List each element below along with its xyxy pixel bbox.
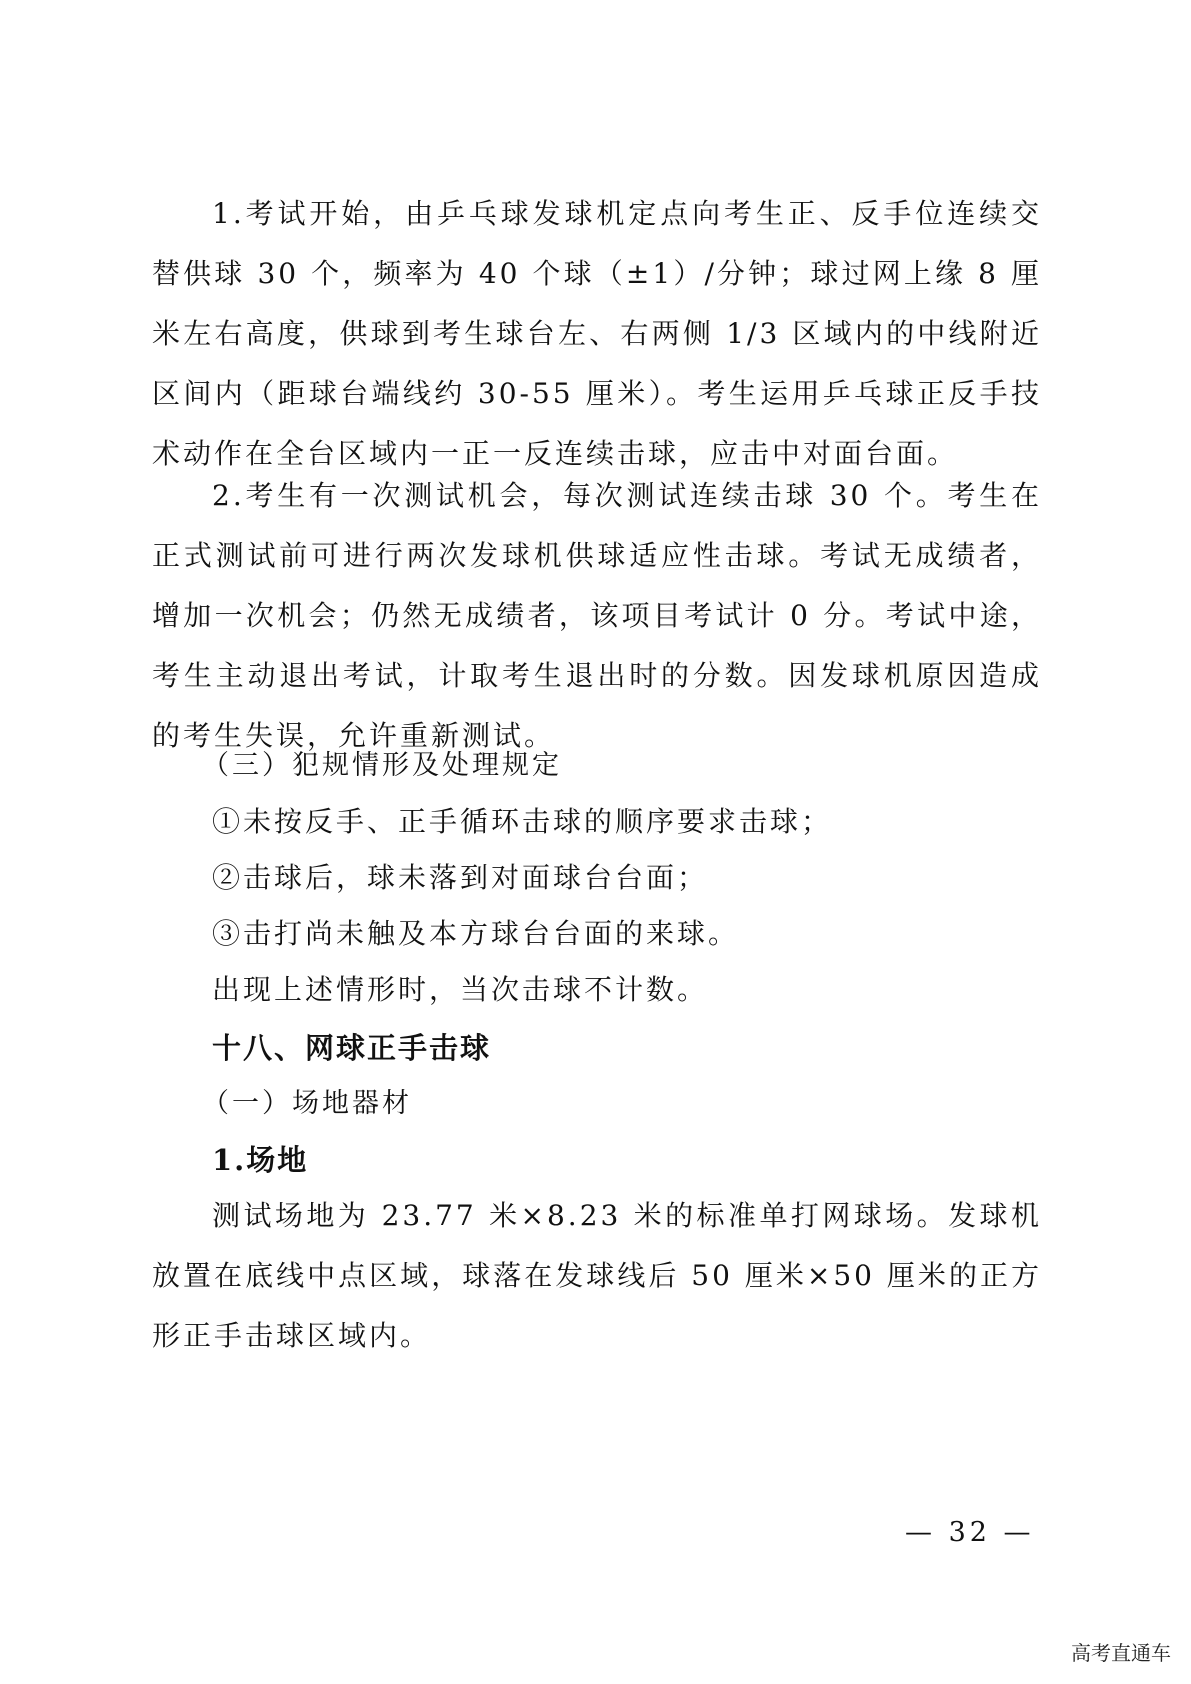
chapter-heading-tennis: 十八、网球正手击球	[212, 1031, 492, 1065]
watermark-text: 高考直通车	[1071, 1641, 1171, 1665]
rule-item-3: ③击打尚未触及本方球台台面的来球。	[212, 917, 740, 950]
paragraph-exam-start: 1.考试开始，由乒乓球发球机定点向考生正、反手位连续交替供球 30 个，频率为 40 个球（±1）/分钟；球过网上缘 8 厘米左右高度，供球到考生球台左、右两侧 1/3 区域内的中线附近区间内（距球台端线约 30-55 厘米）。考生运用乒乓球正反手技术动作在全台区域内一正一反连续击球，应击中对面台面。	[152, 197, 1042, 470]
rule-item-1: ①未按反手、正手循环击球的顺序要求击球；	[212, 805, 833, 838]
rule-item-2: ②击球后，球未落到对面球台台面；	[212, 861, 709, 894]
paragraph-test-opportunity: 2.考生有一次测试机会，每次测试连续击球 30 个。考生在正式测试前可进行两次发球机供球适应性击球。考试无成绩者，增加一次机会；仍然无成绩者，该项目考试计 0 分。考试中途，考生主动退出考试，计取考生退出时的分数。因发球机原因造成的考生失误，允许重新测试。	[152, 479, 1042, 752]
section-heading-fouls: （三）犯规情形及处理规定	[202, 750, 562, 781]
rule-note: 出现上述情形时，当次击球不计数。	[212, 973, 709, 1006]
page-number: — 32 —	[905, 1517, 1035, 1548]
section-heading-venue-equipment: （一）场地器材	[202, 1088, 412, 1119]
paragraph-venue-description: 测试场地为 23.77 米×8.23 米的标准单打网球场。发球机放置在底线中点区域，球落在发球线后 50 厘米×50 厘米的正方形正手击球区域内。	[152, 1199, 1042, 1352]
item-heading-venue: 1.场地	[212, 1143, 309, 1177]
